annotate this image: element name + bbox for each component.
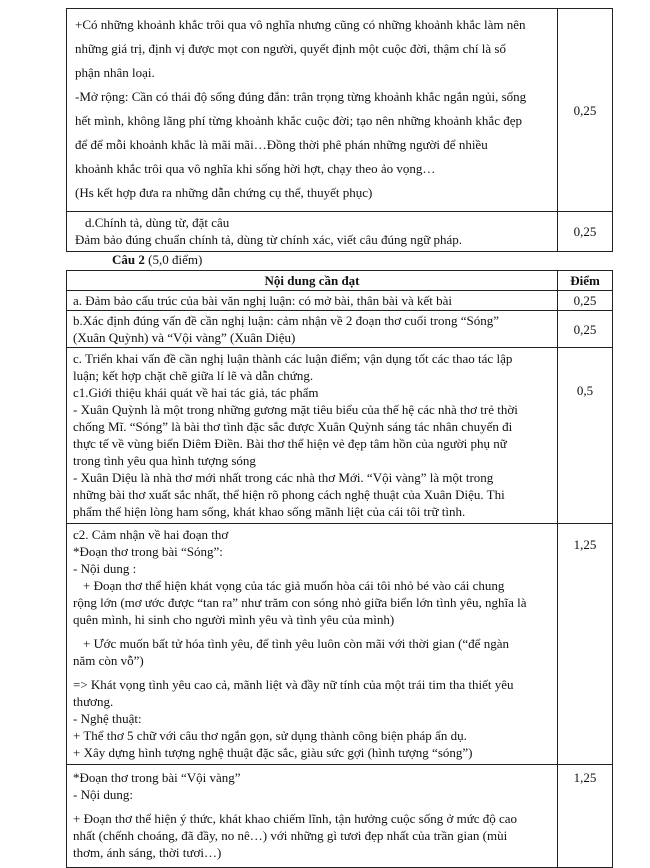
text-line: *Đoạn thơ trong bài “Sóng”: (73, 544, 223, 559)
text-line: (Hs kết hợp đưa ra những dẫn chứng cụ thể, thuyết phục) (75, 185, 373, 200)
question-label: Câu 2 (112, 252, 145, 267)
table-continued (66, 8, 613, 252)
text-line: - Xuân Quỳnh là một trong những gương mặt tiêu biểu của thế hệ các nhà thơ trẻ thời (73, 402, 518, 417)
text-line: - Nội dung : (73, 561, 137, 576)
table-row (67, 765, 613, 868)
text-line: + Thể thơ 5 chữ với câu thơ ngắn gọn, sử dụng thành công biện pháp ẩn dụ. (73, 728, 467, 743)
text-line: rộng lớn (mơ ước được “tan ra” như trăm con sóng nhỏ giữa biển lớn tình yêu, nghĩa là (73, 595, 527, 610)
text-line: + Đoạn thơ thể hiện khát vọng của tác giả muốn hòa cái tôi nhỏ bé vào cái chung (83, 578, 505, 593)
text-line: +Có những khoảnh khắc trôi qua vô nghĩa nhưng cũng có những khoảnh khắc làm nên (75, 17, 526, 32)
text-line: Đảm bảo đúng chuẩn chính tả, dùng từ chính xác, viết câu đúng ngữ pháp. (75, 232, 463, 247)
text-line: => Khát vọng tình yêu cao cả, mãnh liệt và đầy nữ tính của một trái tim tha thiết yêu (73, 677, 514, 692)
text-line: nhất (chếnh choáng, đã đầy, no nê…) với những gì tươi đẹp nhất của trần gian (mùi (73, 828, 508, 843)
text-line: luận; kết hợp chặt chẽ giữa lí lẽ và dẫn chứng. (73, 368, 314, 383)
table-row (67, 9, 613, 212)
content-cell (67, 9, 558, 212)
score-cell: 0,5 (558, 348, 613, 524)
text-line: thực tế về vùng biển Diêm Điền. Bài thơ thể hiện vẻ đẹp tâm hồn của người phụ nữ (73, 436, 507, 451)
content-cell (67, 311, 558, 348)
grading-table (66, 270, 613, 868)
text-line: những giá trị, định vị được mọt con người, quyết định một cuộc đời, thậm chí là số (75, 41, 506, 56)
text-line: + Xây dựng hình tượng nghệ thuật đặc sắc, giàu sức gợi (hình tượng “sóng”) (73, 745, 473, 760)
text-line: để để mỗi khoảnh khắc là mãi mãi…Đồng thời phê phán những người để nhiều (75, 137, 488, 152)
header-content: Nội dung cần đạt (67, 271, 558, 291)
score-cell: 0,25 (558, 9, 613, 212)
question-heading (112, 252, 202, 268)
content-cell (67, 212, 558, 252)
score-cell: 0,25 (558, 291, 613, 311)
text-line: c2. Cảm nhận về hai đoạn thơ (73, 527, 229, 542)
text-line: - Nghệ thuật: (73, 711, 142, 726)
text-line: d.Chính tả, dùng từ, đặt câu (85, 215, 230, 230)
score-cell: 0,25 (558, 212, 613, 252)
text-line: c1.Giới thiệu khái quát về hai tác giả, tác phẩm (73, 385, 319, 400)
text-line: -Mở rộng: Cần có thái độ sống đúng đắn: trân trọng từng khoảnh khắc ngắn ngủi, sống (75, 89, 527, 104)
text-line: khoảnh khắc trôi qua vô nghĩa khi sống hời hợt, chạy theo ảo vọng… (75, 161, 436, 176)
content-cell (67, 348, 558, 524)
text-line: *Đoạn thơ trong bài “Vội vàng” (73, 770, 241, 785)
table-row (67, 212, 613, 252)
table-row (67, 291, 613, 311)
text-line: + Đoạn thơ thể hiện ý thức, khát khao chiếm lĩnh, tận hưởng cuộc sống ở mức độ cao (73, 811, 518, 826)
table-row (67, 524, 613, 765)
text-line: quên mình, hi sinh cho người mình yêu và tình yêu của mình) (73, 612, 395, 627)
text-line: - Xuân Diệu là nhà thơ mới nhất trong các nhà thơ Mới. “Vội vàng” là một trong (73, 470, 494, 485)
score-cell: 1,25 (558, 765, 613, 868)
table-row (67, 348, 613, 524)
header-score: Điểm (558, 271, 613, 291)
table-row (67, 311, 613, 348)
text-line: thương. (73, 694, 114, 709)
text-line: (Xuân Quỳnh) và “Vội vàng” (Xuân Diệu) (73, 330, 296, 345)
content-cell (67, 765, 558, 868)
score-cell: 1,25 (558, 524, 613, 765)
text-line: thơm, ánh sáng, thời tươi…) (73, 845, 222, 860)
question-points: (5,0 điểm) (148, 252, 203, 267)
score-cell: 0,25 (558, 311, 613, 348)
table-header-row (67, 271, 613, 291)
content-cell (67, 524, 558, 765)
text-line: những bài thơ xuất sắc nhất, thể hiện rõ phong cách nghệ thuật của Xuân Diệu. Thi (73, 487, 505, 502)
text-line: trong tình yêu qua hình tượng sóng (73, 453, 256, 468)
text-line: c. Triển khai vấn đề cần nghị luận thành các luận điểm; vận dụng tốt các thao tác lập (73, 351, 513, 366)
text-line: phẩm thể hiện lòng ham sống, khát khao sống mãnh liệt của cái tôi trữ tình. (73, 504, 466, 519)
text-line: b.Xác định đúng vấn đề cần nghị luận: cảm nhận về 2 đoạn thơ cuối trong “Sóng” (73, 313, 500, 328)
content-cell: a. Đảm bảo cấu trúc của bài văn nghị luận: có mở bài, thân bài và kết bài (67, 291, 558, 311)
text-line: + Ước muốn bất tử hóa tình yêu, để tình yêu luôn còn mãi với thời gian (“để ngàn (83, 636, 509, 651)
text-line: hết mình, không lãng phí từng khoảnh khắc cuộc đời; tạo nên những khoảnh khắc đẹp (75, 113, 522, 128)
text-line: phận nhân loại. (75, 65, 155, 80)
text-line: - Nội dung: (73, 787, 133, 802)
text-line: năm còn vỗ”) (73, 653, 144, 668)
text-line: chống Mĩ. “Sóng” là bài thơ tình đặc sắc được Xuân Quỳnh sáng tác nhân chuyến đi (73, 419, 513, 434)
